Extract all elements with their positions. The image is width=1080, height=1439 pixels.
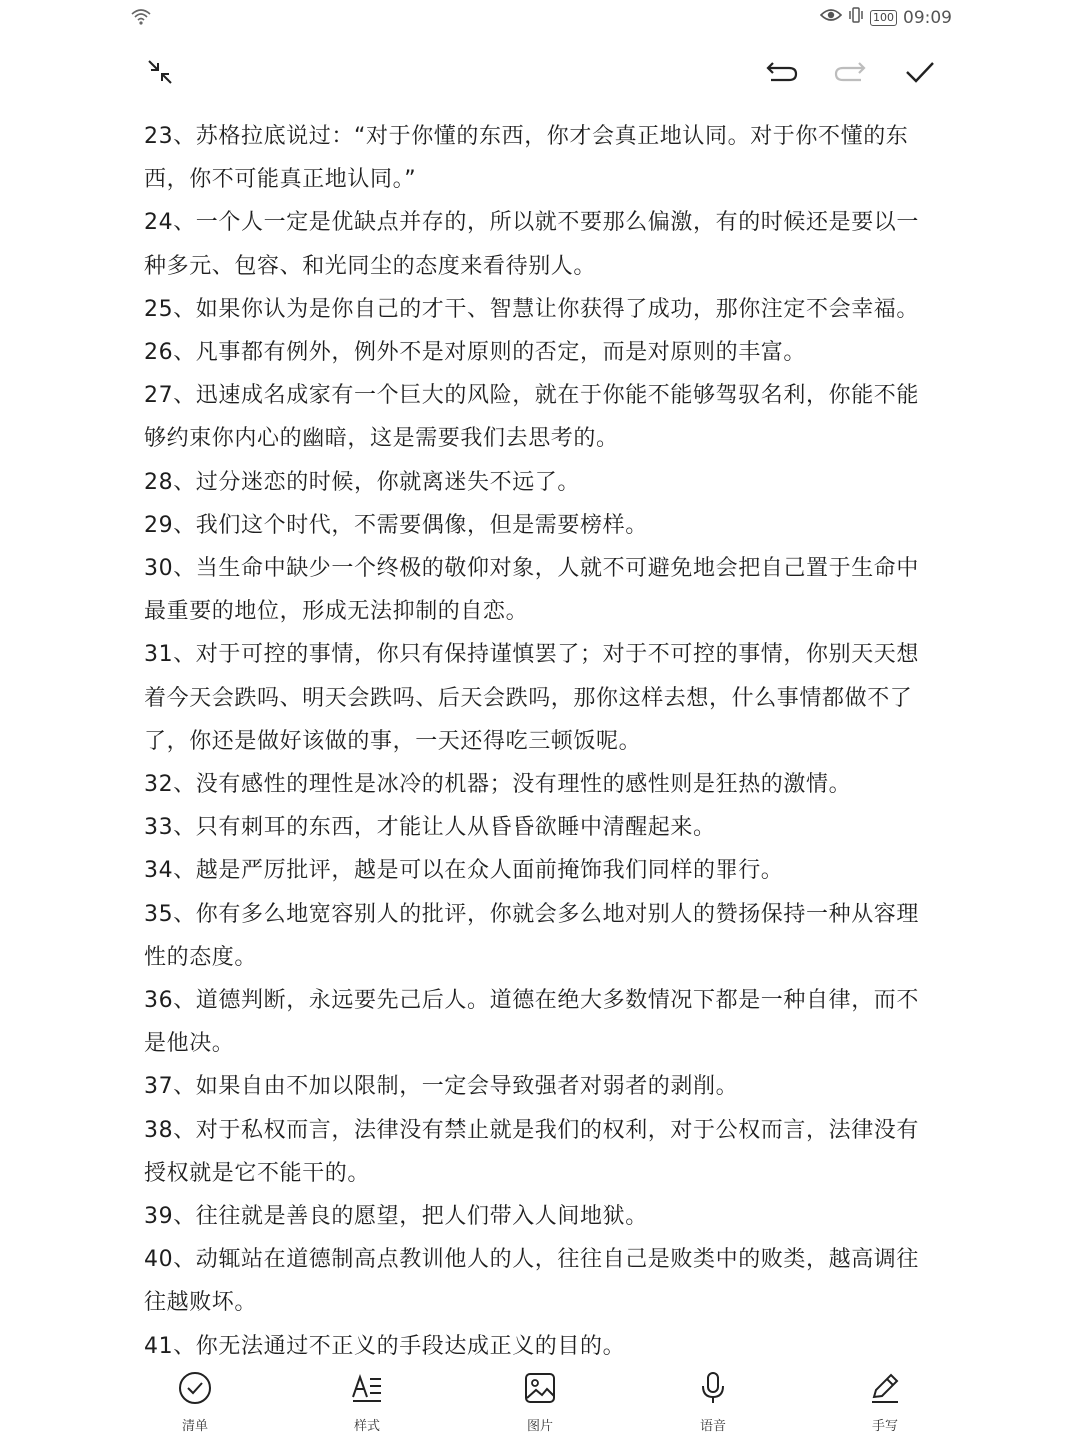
pen-icon	[868, 1371, 902, 1409]
wifi-icon	[130, 6, 152, 32]
image-label: 图片	[526, 1419, 553, 1434]
note-text-area[interactable]	[144, 115, 944, 1368]
clock: 09:09	[903, 7, 952, 28]
text-style-button[interactable]	[322, 1371, 412, 1434]
checkmark-icon	[904, 59, 936, 89]
voice-button[interactable]	[668, 1371, 758, 1434]
note-line: 35、你有多么地宽容别人的批评，你就会多么地对别人的赞扬保持一种从容理	[144, 901, 919, 927]
checklist-label: 清单	[181, 1419, 208, 1434]
note-line: 33、只有刺耳的东西，才能让人从昏昏欲睡中清醒起来。	[144, 815, 716, 841]
note-line: 32、没有感性的理性是冰冷的机器；没有理性的感性则是狂热的激情。	[144, 772, 852, 798]
redo-button[interactable]	[828, 52, 872, 96]
note-line: 西，你不可能真正地认同。”	[144, 167, 417, 193]
note-line: 36、道德判断，永远要先己后人。道德在绝大多数情况下都是一种自律，而不	[144, 988, 919, 1014]
text-style-icon	[350, 1371, 384, 1409]
note-line: 了，你还是做好该做的事，一天还得吃三顿饭呢。	[144, 728, 642, 754]
note-line: 23、苏格拉底说过：“对于你懂的东西，你才会真正地认同。对于你不懂的东	[144, 124, 909, 149]
note-line: 往越败坏。	[144, 1290, 258, 1316]
note-line: 30、当生命中缺少一个终极的敬仰对象，人就不可避免地会把自己置于生命中	[144, 556, 919, 582]
handwriting-button[interactable]	[840, 1371, 930, 1434]
note-line: 25、如果你认为是你自己的才干、智慧让你获得了成功，那你注定不会幸福。	[144, 296, 919, 322]
vibrate-icon	[848, 6, 864, 29]
collapse-button[interactable]	[138, 52, 182, 96]
battery-icon: 100	[870, 10, 897, 26]
note-line: 种多元、包容、和光同尘的态度来看待别人。	[144, 253, 597, 279]
eye-icon	[820, 7, 842, 28]
note-line: 29、我们这个时代，不需要偶像，但是需要榜样。	[144, 512, 648, 538]
bottom-toolbar	[0, 1365, 1080, 1439]
note-line: 24、一个人一定是优缺点并存的，所以就不要那么偏激，有的时候还是要以一	[144, 210, 919, 236]
editor-toolbar	[0, 52, 1080, 100]
collapse-icon	[145, 57, 175, 91]
checklist-button[interactable]	[150, 1371, 240, 1434]
note-line: 28、过分迷恋的时候，你就离迷失不远了。	[144, 469, 580, 495]
handwriting-label: 手写	[871, 1419, 898, 1434]
note-line: 34、越是严厉批评，越是可以在众人面前掩饰我们同样的罪行。	[144, 858, 784, 884]
note-line: 着今天会跌吗、明天会跌吗、后天会跌吗，那你这样去想，什么事情都做不了	[144, 685, 913, 711]
status-right	[820, 6, 952, 29]
status-bar	[0, 0, 1080, 40]
text-style-label: 样式	[353, 1419, 380, 1434]
note-line: 授权就是它不能干的。	[144, 1160, 371, 1186]
note-line: 41、你无法通过不正义的手段达成正义的目的。	[144, 1333, 626, 1359]
note-line: 是他决。	[144, 1031, 235, 1057]
image-button[interactable]	[495, 1371, 585, 1434]
note-line: 27、迅速成名成家有一个巨大的风险，就在于你能不能够驾驭名利，你能不能	[144, 383, 919, 409]
note-line: 40、动辄站在道德制高点教训他人的人，往往自己是败类中的败类，越高调往	[144, 1247, 919, 1273]
note-line: 最重要的地位，形成无法抑制的自恋。	[144, 599, 529, 625]
undo-button[interactable]	[760, 52, 804, 96]
microphone-icon	[696, 1371, 730, 1409]
note-line: 26、凡事都有例外，例外不是对原则的否定，而是对原则的丰富。	[144, 340, 806, 366]
redo-icon	[833, 59, 867, 89]
image-icon	[523, 1371, 557, 1409]
note-line: 够约束你内心的幽暗，这是需要我们去思考的。	[144, 426, 619, 452]
note-line: 31、对于可控的事情，你只有保持谨慎罢了；对于不可控的事情，你别天天想	[144, 642, 919, 668]
checklist-icon	[178, 1371, 212, 1409]
voice-label: 语音	[699, 1419, 726, 1434]
done-button[interactable]	[898, 52, 942, 96]
note-line: 性的态度。	[144, 944, 258, 970]
note-line: 37、如果自由不加以限制，一定会导致强者对弱者的剥削。	[144, 1074, 739, 1100]
note-line: 38、对于私权而言，法律没有禁止就是我们的权利，对于公权而言，法律没有	[144, 1117, 919, 1143]
note-line: 39、往往就是善良的愿望，把人们带入人间地狱。	[144, 1204, 648, 1230]
undo-icon	[765, 59, 799, 89]
